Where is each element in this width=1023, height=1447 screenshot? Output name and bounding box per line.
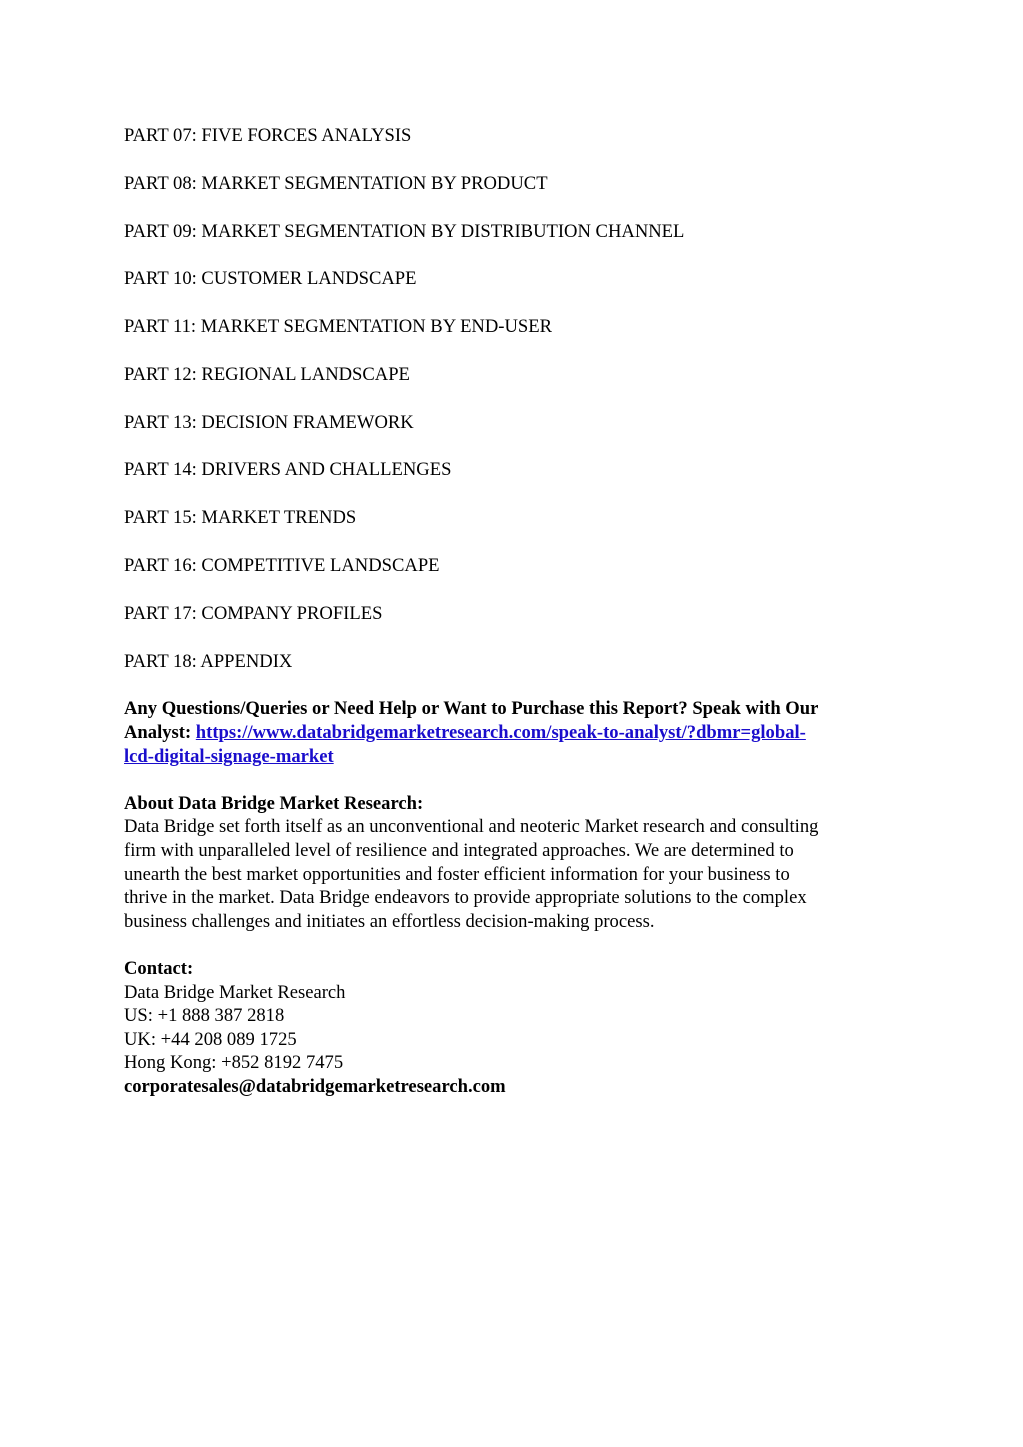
about-paragraph-line: Data Bridge set forth itself as an unconventional and neoteric Market research and consulting: [124, 816, 819, 838]
toc-item: PART 09: MARKET SEGMENTATION BY DISTRIBUTION CHANNEL: [124, 220, 685, 242]
toc-item: PART 08: MARKET SEGMENTATION BY PRODUCT: [124, 172, 548, 194]
speak-to-analyst-link-continued[interactable]: lcd-digital-signage-market: [124, 745, 334, 767]
toc-item: PART 10: CUSTOMER LANDSCAPE: [124, 268, 417, 290]
about-paragraph-line: unearth the best market opportunities and foster efficient information for your business to: [124, 863, 790, 885]
about-paragraph-line: business challenges and initiates an effortless decision-making process.: [124, 910, 655, 932]
contact-phone-hk: Hong Kong: +852 8192 7475: [124, 1052, 344, 1074]
table-of-contents: [124, 124, 914, 673]
toc-item: PART 12: REGIONAL LANDSCAPE: [124, 363, 410, 385]
contact-section: [124, 957, 914, 1099]
analyst-callout: [124, 697, 914, 768]
toc-item: PART 14: DRIVERS AND CHALLENGES: [124, 459, 452, 481]
contact-company: Data Bridge Market Research: [124, 981, 346, 1003]
document-page: [124, 124, 914, 1098]
contact-phone-uk: UK: +44 208 089 1725: [124, 1028, 297, 1050]
about-paragraph-line: firm with unparalleled level of resilience and integrated approaches. We are determined to: [124, 839, 794, 861]
speak-to-analyst-link[interactable]: https://www.databridgemarketresearch.com/speak-to-analyst/?dbmr=global-: [195, 721, 806, 743]
about-heading: About Data Bridge Market Research:: [124, 792, 424, 814]
callout-prefix: Analyst:: [124, 721, 196, 743]
toc-item: PART 11: MARKET SEGMENTATION BY END-USER: [124, 316, 553, 338]
contact-heading: Contact:: [124, 957, 194, 979]
toc-item: PART 18: APPENDIX: [124, 650, 293, 672]
about-section: [124, 792, 914, 934]
callout-link-line: [124, 745, 914, 769]
toc-item: PART 15: MARKET TRENDS: [124, 507, 357, 529]
callout-link-line: [124, 721, 914, 745]
toc-item: PART 07: FIVE FORCES ANALYSIS: [124, 125, 412, 146]
toc-item: PART 17: COMPANY PROFILES: [124, 602, 383, 624]
contact-email: corporatesales@databridgemarketresearch.com: [124, 1075, 506, 1097]
toc-item: PART 16: COMPETITIVE LANDSCAPE: [124, 555, 440, 577]
about-paragraph-line: thrive in the market. Data Bridge endeavors to provide appropriate solutions to the complex: [124, 887, 807, 909]
contact-phone-us: US: +1 888 387 2818: [124, 1005, 285, 1027]
toc-item: PART 13: DECISION FRAMEWORK: [124, 411, 414, 433]
callout-text: Any Questions/Queries or Need Help or Want to Purchase this Report? Speak with Our: [124, 698, 819, 720]
